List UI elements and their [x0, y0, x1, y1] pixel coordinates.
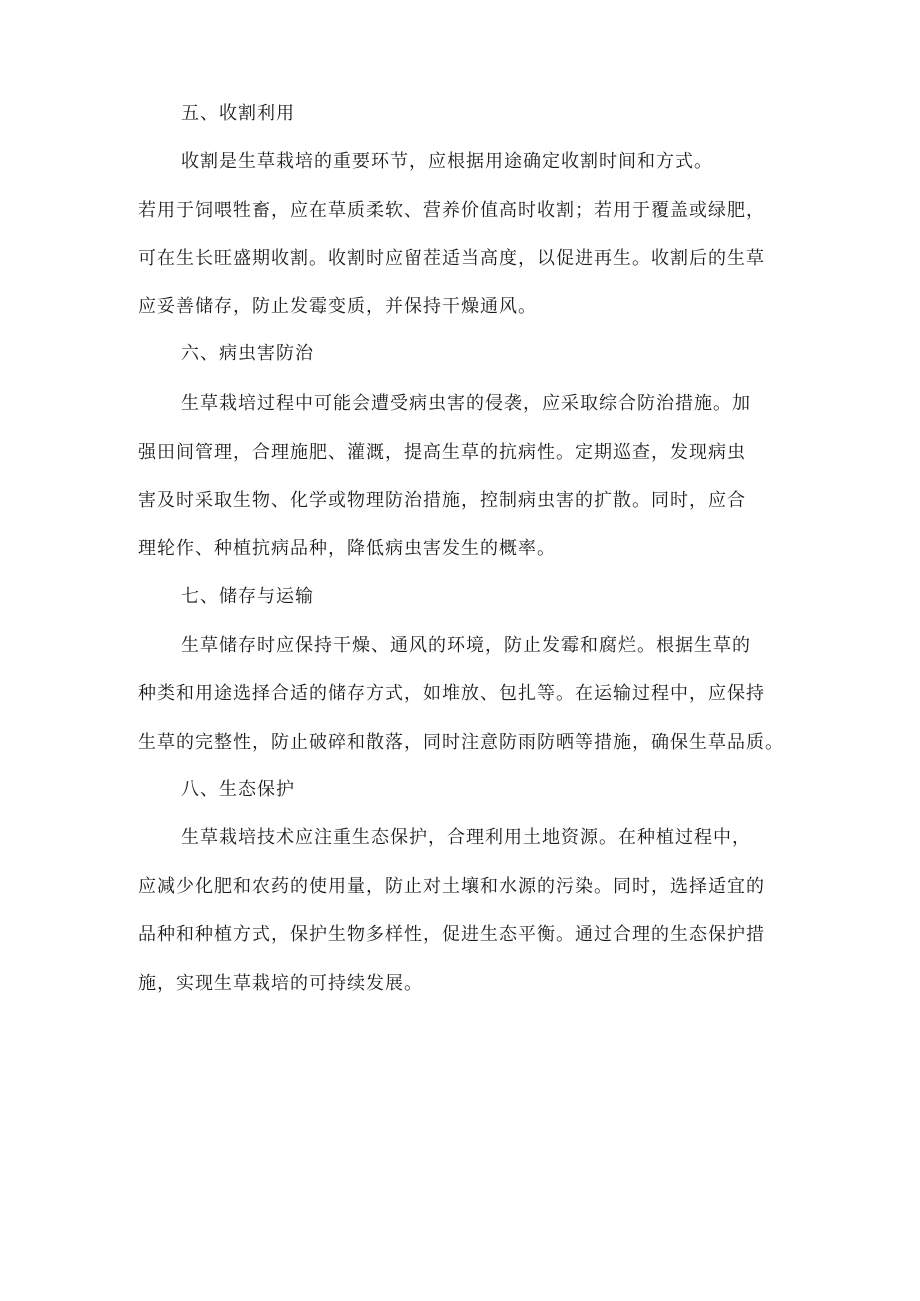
paragraph-line: 种类和用途选择合适的储存方式，如堆放、包扎等。在运输过程中，应保持	[138, 683, 765, 704]
paragraph-line: 理轮作、种植抗病品种，降低病虫害发生的概率。	[138, 538, 556, 559]
paragraph-line: 若用于饲喂牲畜，应在草质柔软、营养价值高时收割；若用于覆盖或绿肥，	[138, 200, 765, 221]
section-heading: 八、生态保护	[181, 779, 295, 800]
paragraph-line: 害及时采取生物、化学或物理防治措施，控制病虫害的扩散。同时，应合	[138, 490, 746, 511]
paragraph-line: 可在生长旺盛期收割。收割时应留茬适当高度，以促进再生。收割后的生草	[138, 248, 765, 269]
paragraph-line: 生草的完整性，防止破碎和散落，同时注意防雨防晒等措施，确保生草品质。	[138, 732, 784, 753]
paragraph-line: 生草栽培技术应注重生态保护，合理利用土地资源。在种植过程中，	[181, 827, 751, 848]
paragraph-line: 收割是生草栽培的重要环节，应根据用途确定收割时间和方式。	[181, 151, 713, 172]
paragraph-line: 品种和种植方式，保护生物多样性，促进生态平衡。通过合理的生态保护措	[138, 924, 765, 945]
paragraph-line: 强田间管理，合理施肥、灌溉，提高生草的抗病性。定期巡查，发现病虫	[138, 442, 746, 463]
paragraph-line: 生草栽培过程中可能会遭受病虫害的侵袭，应采取综合防治措施。加	[181, 393, 751, 414]
paragraph-line: 生草储存时应保持干燥、通风的环境，防止发霉和腐烂。根据生草的	[181, 635, 751, 656]
paragraph-line: 应妥善储存，防止发霉变质，并保持干燥通风。	[138, 296, 537, 317]
section-heading: 七、储存与运输	[181, 586, 314, 607]
paragraph-line: 施，实现生草栽培的可持续发展。	[138, 973, 423, 994]
section-heading: 六、病虫害防治	[181, 343, 314, 364]
section-heading: 五、收割利用	[181, 103, 295, 124]
paragraph-line: 应减少化肥和农药的使用量，防止对土壤和水源的污染。同时，选择适宜的	[138, 876, 765, 897]
